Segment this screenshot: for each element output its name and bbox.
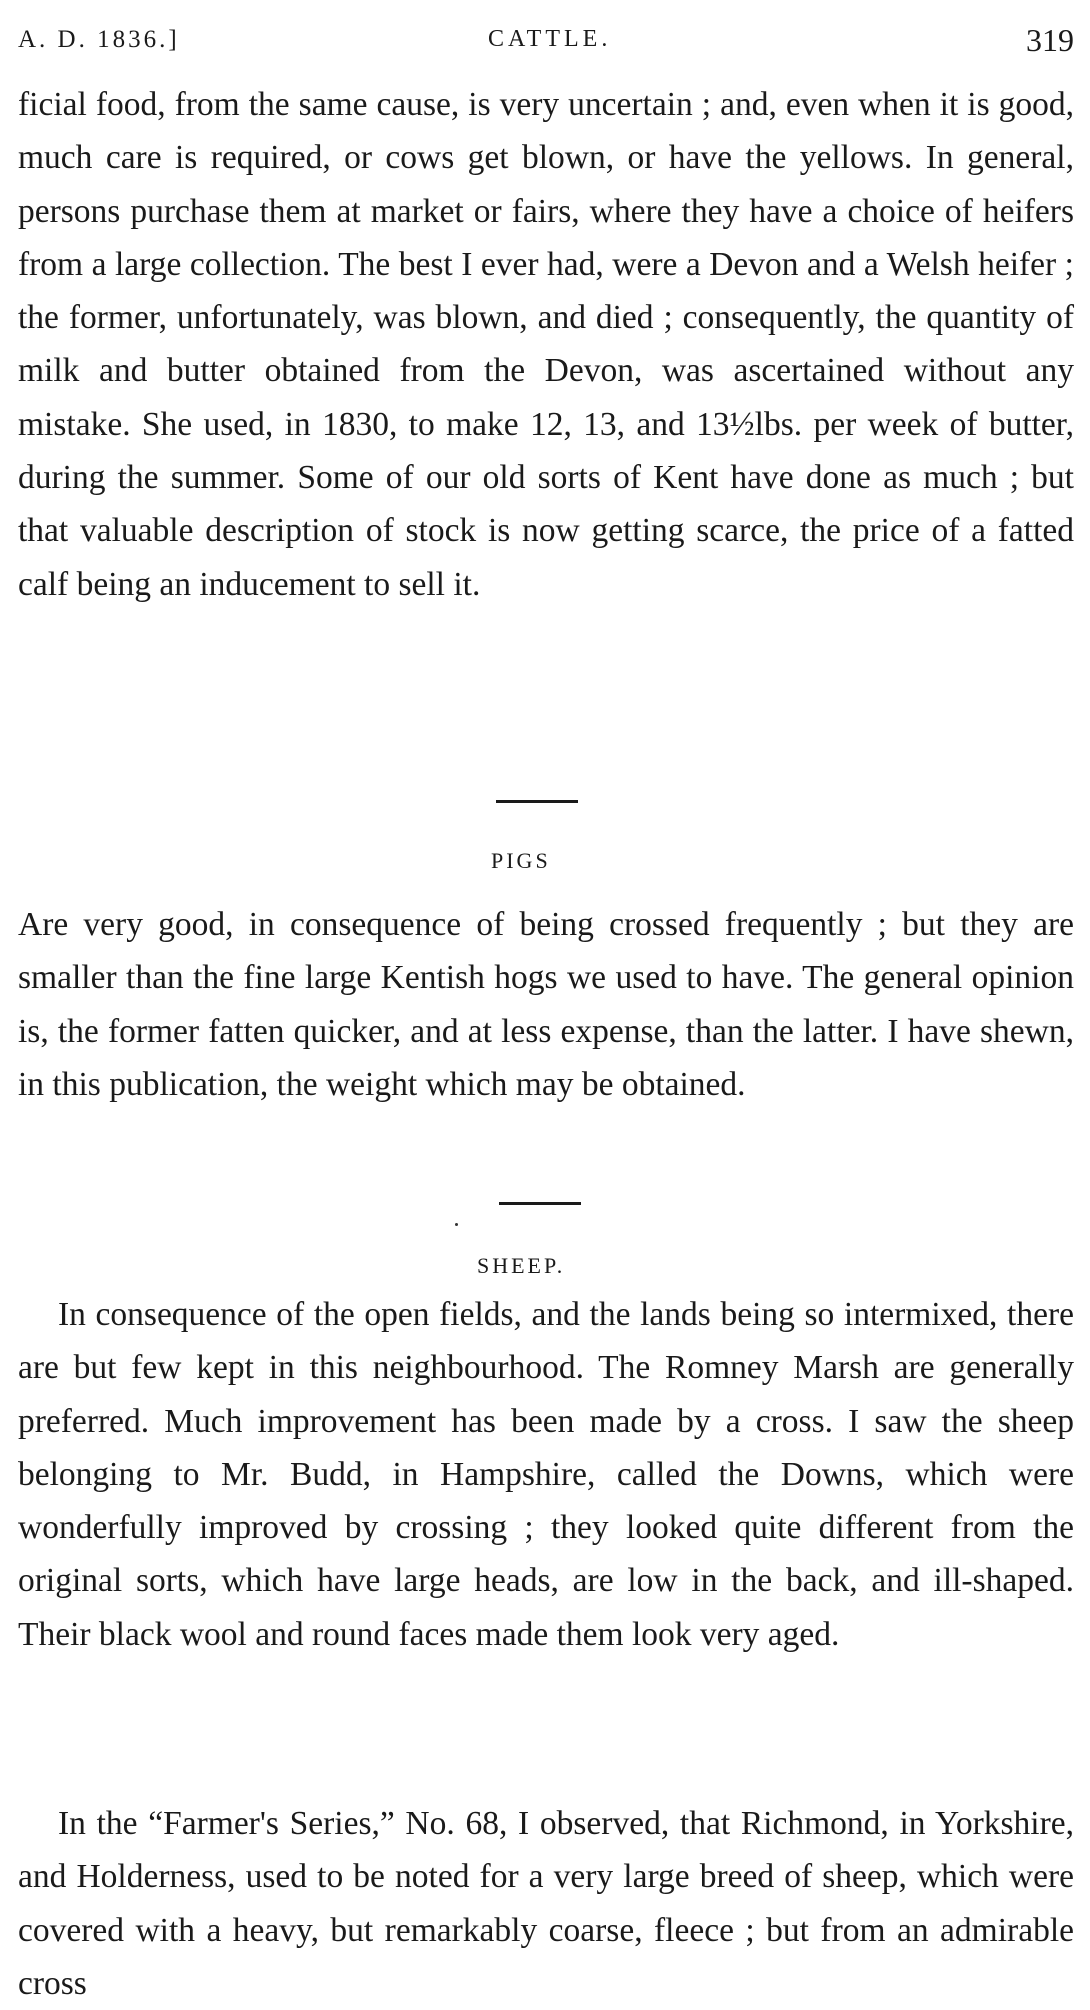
running-head-title: CATTLE. (488, 26, 612, 52)
book-page (18, 0, 1074, 2002)
running-head (18, 22, 1074, 62)
ink-speck (455, 1223, 458, 1226)
section-divider (499, 1202, 581, 1205)
section-divider (496, 800, 578, 803)
paragraph-cattle-continued: ficial food, from the same cause, is very uncertain ; and, even when it is good, much care is required, or cows get blown, or have the yellows. In general, persons purchase them at market or fairs, where they have a choice of heifers from a large collection. The best I ever had, were a Devon and a Welsh heifer ; the former, unfortunately, was blown, and died ; consequently, the quantity of milk and butter obtained from the Devon, was ascertained without any mistake. She used, in 1830, to make 12, 13, and 13½lbs. per week of butter, during the summer. Some of our old sorts of Kent have done as much ; but that valuable description of stock is now getting scarce, the price of a fatted calf being an inducement to sell it. (18, 86, 1074, 603)
page-number: 319 (1026, 22, 1074, 58)
section-heading-pigs: PIGS (491, 848, 551, 873)
paragraph-pigs: Are very good, in consequence of being crossed frequently ; but they are smaller than the fine large Kentish hogs we used to have. The general opinion is, the former fatten quicker, and at less expense, than the latter. I have shewn, in this publication, the weight which may be obtained. (18, 906, 1074, 1103)
section-heading-sheep: SHEEP. (477, 1253, 566, 1278)
paragraph-sheep-2: In the “Farmer's Series,” No. 68, I observed, that Richmond, in Yorkshire, and Holderness, used to be noted for a very large breed of sheep, which were covered with a heavy, but remarkably coarse, fleece ; but from an admirable cross (18, 1805, 1074, 2002)
running-head-date: A. D. 1836.] (18, 26, 180, 53)
paragraph-sheep-1: In consequence of the open fields, and the lands being so intermixed, there are but few kept in this neighbourhood. The Romney Marsh are generally preferred. Much improvement has been made by a cross. I saw the sheep belonging to Mr. Budd, in Hampshire, called the Downs, which were wonderfully improved by crossing ; they looked quite different from the original sorts, which have large heads, are low in the back, and ill-shaped. Their black wool and round faces made them look very aged. (18, 1296, 1074, 1653)
